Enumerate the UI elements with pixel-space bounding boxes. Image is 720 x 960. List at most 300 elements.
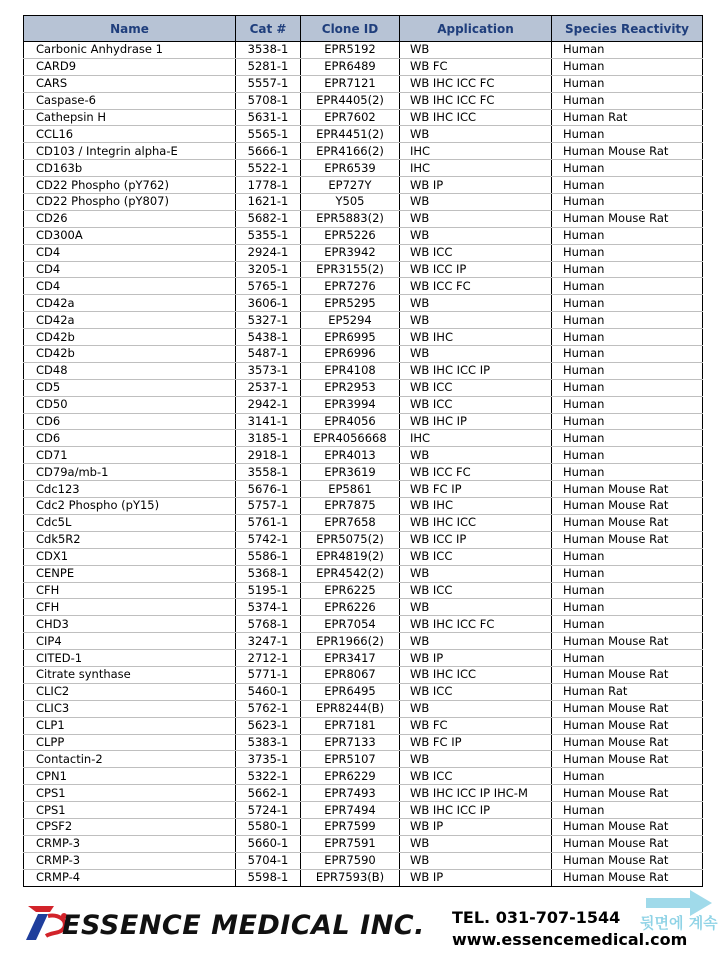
- cell-cat: 3205-1: [236, 261, 301, 278]
- cell-cat: 5662-1: [236, 785, 301, 802]
- table-row: [24, 312, 703, 329]
- cell-name: Cdc5L: [24, 514, 236, 531]
- cell-cat: 5704-1: [236, 852, 301, 869]
- cell-name: CLIC2: [24, 683, 236, 700]
- cell-name: CDX1: [24, 548, 236, 565]
- cell-clone-id: EP727Y: [301, 177, 400, 194]
- cell-clone-id: EPR7181: [301, 717, 400, 734]
- cell-clone-id: EPR7875: [301, 498, 400, 515]
- cell-clone-id: EPR5107: [301, 751, 400, 768]
- cell-name: CD4: [24, 244, 236, 261]
- cell-clone-id: EPR7133: [301, 734, 400, 751]
- cell-cat: 2942-1: [236, 396, 301, 413]
- cell-cat: 1621-1: [236, 194, 301, 211]
- cell-application: WB ICC FC: [400, 464, 552, 481]
- cell-name: CPSF2: [24, 818, 236, 835]
- cell-name: CD42a: [24, 295, 236, 312]
- cell-species: Human: [552, 346, 703, 363]
- cell-name: CD42a: [24, 312, 236, 329]
- cell-application: WB ICC: [400, 396, 552, 413]
- table-row: [24, 599, 703, 616]
- cell-name: CD71: [24, 447, 236, 464]
- cell-application: WB IHC ICC FC: [400, 616, 552, 633]
- cell-application: WB: [400, 42, 552, 59]
- table-row: [24, 413, 703, 430]
- cell-clone-id: EPR3155(2): [301, 261, 400, 278]
- cell-cat: 5676-1: [236, 481, 301, 498]
- table-row: [24, 92, 703, 109]
- cell-cat: 3573-1: [236, 362, 301, 379]
- cell-species: Human Mouse Rat: [552, 666, 703, 683]
- cell-species: Human Mouse Rat: [552, 700, 703, 717]
- cell-application: WB: [400, 852, 552, 869]
- cell-application: WB IHC ICC: [400, 514, 552, 531]
- cell-cat: 5368-1: [236, 565, 301, 582]
- cell-name: CFH: [24, 582, 236, 599]
- table-row: [24, 683, 703, 700]
- cell-species: Human Rat: [552, 109, 703, 126]
- cell-clone-id: Y505: [301, 194, 400, 211]
- table-row: [24, 700, 703, 717]
- table-row: [24, 109, 703, 126]
- cell-clone-id: EPR7121: [301, 75, 400, 92]
- cell-cat: 5586-1: [236, 548, 301, 565]
- cell-name: CD6: [24, 413, 236, 430]
- cell-name: CLP1: [24, 717, 236, 734]
- cell-clone-id: EPR4405(2): [301, 92, 400, 109]
- table-row: [24, 818, 703, 835]
- cell-application: WB: [400, 447, 552, 464]
- cell-name: CD4: [24, 278, 236, 295]
- cell-application: WB FC IP: [400, 734, 552, 751]
- table-row: [24, 768, 703, 785]
- cell-name: CLIC3: [24, 700, 236, 717]
- cell-species: Human Rat: [552, 683, 703, 700]
- cell-name: CITED-1: [24, 650, 236, 667]
- cell-name: Cdc2 Phospho (pY15): [24, 498, 236, 515]
- cell-cat: 5598-1: [236, 869, 301, 886]
- cell-clone-id: EPR7599: [301, 818, 400, 835]
- header-cat: Cat #: [236, 16, 301, 42]
- cell-name: Citrate synthase: [24, 666, 236, 683]
- cell-name: Cdc123: [24, 481, 236, 498]
- cell-application: WB FC IP: [400, 481, 552, 498]
- table-row: [24, 734, 703, 751]
- cell-cat: 5374-1: [236, 599, 301, 616]
- table-row: [24, 869, 703, 886]
- cell-clone-id: EPR4451(2): [301, 126, 400, 143]
- product-table: [23, 15, 703, 887]
- cell-clone-id: EPR6226: [301, 599, 400, 616]
- cell-cat: 5383-1: [236, 734, 301, 751]
- table-row: [24, 464, 703, 481]
- cell-application: WB IHC ICC IP IHC-M: [400, 785, 552, 802]
- cell-clone-id: EPR5192: [301, 42, 400, 59]
- cell-clone-id: EPR4108: [301, 362, 400, 379]
- website: www.essencemedical.com: [452, 930, 688, 949]
- cell-application: WB ICC: [400, 768, 552, 785]
- cell-species: Human: [552, 160, 703, 177]
- cell-species: Human: [552, 413, 703, 430]
- cell-species: Human: [552, 582, 703, 599]
- cell-species: Human: [552, 227, 703, 244]
- cell-species: Human: [552, 548, 703, 565]
- cell-clone-id: EPR8244(B): [301, 700, 400, 717]
- table-row: [24, 295, 703, 312]
- cell-name: CRMP-3: [24, 835, 236, 852]
- cell-application: WB IHC: [400, 498, 552, 515]
- cell-name: CD22 Phospho (pY762): [24, 177, 236, 194]
- table-row: [24, 802, 703, 819]
- cell-name: CARS: [24, 75, 236, 92]
- header-application: Application: [400, 16, 552, 42]
- cell-name: Carbonic Anhydrase 1: [24, 42, 236, 59]
- cell-clone-id: EPR7494: [301, 802, 400, 819]
- cell-clone-id: EPR4056: [301, 413, 400, 430]
- cell-clone-id: EPR4013: [301, 447, 400, 464]
- cell-species: Human: [552, 75, 703, 92]
- cell-clone-id: EPR6995: [301, 329, 400, 346]
- cell-clone-id: EPR8067: [301, 666, 400, 683]
- table-row: [24, 362, 703, 379]
- header-name: Name: [24, 16, 236, 42]
- cell-name: Contactin-2: [24, 751, 236, 768]
- table-row: [24, 126, 703, 143]
- table-row: [24, 633, 703, 650]
- cell-species: Human Mouse Rat: [552, 531, 703, 548]
- cell-clone-id: EPR6489: [301, 58, 400, 75]
- cell-species: Human Mouse Rat: [552, 869, 703, 886]
- cell-application: WB: [400, 312, 552, 329]
- cell-cat: 5762-1: [236, 700, 301, 717]
- cell-application: WB IHC ICC: [400, 666, 552, 683]
- cell-name: CARD9: [24, 58, 236, 75]
- cell-name: CD48: [24, 362, 236, 379]
- cell-species: Human: [552, 126, 703, 143]
- cell-cat: 5487-1: [236, 346, 301, 363]
- cell-application: WB: [400, 751, 552, 768]
- cell-species: Human Mouse Rat: [552, 210, 703, 227]
- cell-cat: 5631-1: [236, 109, 301, 126]
- cell-application: WB: [400, 835, 552, 852]
- cell-cat: 3185-1: [236, 430, 301, 447]
- cell-species: Human Mouse Rat: [552, 143, 703, 160]
- cell-clone-id: EPR6229: [301, 768, 400, 785]
- cell-cat: 5327-1: [236, 312, 301, 329]
- cell-name: Caspase-6: [24, 92, 236, 109]
- cell-cat: 5771-1: [236, 666, 301, 683]
- cell-species: Human: [552, 396, 703, 413]
- cell-clone-id: EPR5226: [301, 227, 400, 244]
- cell-species: Human: [552, 261, 703, 278]
- cell-cat: 5438-1: [236, 329, 301, 346]
- cell-clone-id: EPR7276: [301, 278, 400, 295]
- cell-application: WB FC: [400, 717, 552, 734]
- cell-application: WB: [400, 126, 552, 143]
- table-row: [24, 75, 703, 92]
- table-row: [24, 650, 703, 667]
- cell-species: Human: [552, 379, 703, 396]
- cell-clone-id: EPR6225: [301, 582, 400, 599]
- cell-clone-id: EPR1966(2): [301, 633, 400, 650]
- cell-cat: 5768-1: [236, 616, 301, 633]
- cell-application: WB IP: [400, 869, 552, 886]
- cell-application: WB IHC: [400, 329, 552, 346]
- cell-cat: 5565-1: [236, 126, 301, 143]
- cell-cat: 2924-1: [236, 244, 301, 261]
- cell-species: Human Mouse Rat: [552, 498, 703, 515]
- table-row: [24, 261, 703, 278]
- table-row: [24, 565, 703, 582]
- cell-cat: 3141-1: [236, 413, 301, 430]
- table-row: [24, 582, 703, 599]
- cell-clone-id: EPR2953: [301, 379, 400, 396]
- table-row: [24, 227, 703, 244]
- cell-name: CD79a/mb-1: [24, 464, 236, 481]
- cell-species: Human: [552, 768, 703, 785]
- cell-name: CRMP-4: [24, 869, 236, 886]
- cell-clone-id: EPR7054: [301, 616, 400, 633]
- table-row: [24, 379, 703, 396]
- cell-application: WB: [400, 633, 552, 650]
- cell-clone-id: EPR3417: [301, 650, 400, 667]
- cell-species: Human: [552, 464, 703, 481]
- cell-name: CFH: [24, 599, 236, 616]
- cell-application: WB IP: [400, 650, 552, 667]
- cell-clone-id: EPR3942: [301, 244, 400, 261]
- cell-application: WB ICC IP: [400, 531, 552, 548]
- cell-clone-id: EP5294: [301, 312, 400, 329]
- cell-application: WB IHC IP: [400, 413, 552, 430]
- company-name: ESSENCE MEDICAL INC.: [62, 910, 425, 941]
- cell-application: WB: [400, 700, 552, 717]
- cell-cat: 3606-1: [236, 295, 301, 312]
- cell-application: WB ICC: [400, 244, 552, 261]
- cell-name: CD50: [24, 396, 236, 413]
- cell-application: WB ICC: [400, 548, 552, 565]
- cell-name: CD103 / Integrin alpha-E: [24, 143, 236, 160]
- cell-name: CD42b: [24, 329, 236, 346]
- cell-clone-id: EPR7602: [301, 109, 400, 126]
- cell-clone-id: EPR6495: [301, 683, 400, 700]
- cell-clone-id: EPR4819(2): [301, 548, 400, 565]
- cell-species: Human Mouse Rat: [552, 818, 703, 835]
- cell-name: CPS1: [24, 802, 236, 819]
- cell-species: Human: [552, 58, 703, 75]
- cell-application: WB IHC ICC FC: [400, 92, 552, 109]
- table-row: [24, 143, 703, 160]
- cell-clone-id: EPR7493: [301, 785, 400, 802]
- cell-name: CIP4: [24, 633, 236, 650]
- cell-cat: 5757-1: [236, 498, 301, 515]
- table-row: [24, 177, 703, 194]
- cell-cat: 5522-1: [236, 160, 301, 177]
- cell-cat: 5580-1: [236, 818, 301, 835]
- cell-species: Human Mouse Rat: [552, 734, 703, 751]
- cell-cat: 1778-1: [236, 177, 301, 194]
- cell-species: Human Mouse Rat: [552, 481, 703, 498]
- cell-species: Human: [552, 92, 703, 109]
- cell-cat: 5724-1: [236, 802, 301, 819]
- cell-cat: 5708-1: [236, 92, 301, 109]
- cell-name: CD163b: [24, 160, 236, 177]
- cell-clone-id: EPR7593(B): [301, 869, 400, 886]
- table-row: [24, 785, 703, 802]
- header-clone-id: Clone ID: [301, 16, 400, 42]
- cell-application: IHC: [400, 160, 552, 177]
- table-row: [24, 244, 703, 261]
- cell-name: Cdk5R2: [24, 531, 236, 548]
- cell-name: CD6: [24, 430, 236, 447]
- cell-species: Human Mouse Rat: [552, 717, 703, 734]
- cell-name: CPS1: [24, 785, 236, 802]
- table-row: [24, 329, 703, 346]
- cell-application: WB: [400, 194, 552, 211]
- cell-name: CLPP: [24, 734, 236, 751]
- cell-name: CD42b: [24, 346, 236, 363]
- cell-clone-id: EPR4166(2): [301, 143, 400, 160]
- cell-cat: 2918-1: [236, 447, 301, 464]
- cell-cat: 5460-1: [236, 683, 301, 700]
- cell-species: Human: [552, 650, 703, 667]
- table-row: [24, 852, 703, 869]
- cell-clone-id: EPR4542(2): [301, 565, 400, 582]
- table-row: [24, 498, 703, 515]
- cell-species: Human: [552, 244, 703, 261]
- table-row: [24, 430, 703, 447]
- cell-application: IHC: [400, 430, 552, 447]
- cell-cat: 5195-1: [236, 582, 301, 599]
- cell-application: WB ICC: [400, 379, 552, 396]
- cell-application: WB: [400, 346, 552, 363]
- cell-cat: 5660-1: [236, 835, 301, 852]
- cell-cat: 3538-1: [236, 42, 301, 59]
- cell-cat: 2537-1: [236, 379, 301, 396]
- table-row: [24, 666, 703, 683]
- cell-clone-id: EPR7591: [301, 835, 400, 852]
- table-row: [24, 160, 703, 177]
- cell-name: CD5: [24, 379, 236, 396]
- table-row: [24, 531, 703, 548]
- table-row: [24, 396, 703, 413]
- cell-species: Human: [552, 599, 703, 616]
- cell-name: CPN1: [24, 768, 236, 785]
- cell-clone-id: EPR6996: [301, 346, 400, 363]
- table-row: [24, 194, 703, 211]
- cell-species: Human: [552, 447, 703, 464]
- cell-clone-id: EP5861: [301, 481, 400, 498]
- header-species: Species Reactivity: [552, 16, 703, 42]
- cell-species: Human: [552, 42, 703, 59]
- cell-species: Human: [552, 295, 703, 312]
- table-body: [24, 42, 703, 887]
- table-row: [24, 346, 703, 363]
- cell-species: Human: [552, 802, 703, 819]
- table-row: [24, 616, 703, 633]
- table-row: [24, 751, 703, 768]
- cell-clone-id: EPR5075(2): [301, 531, 400, 548]
- table-row: [24, 447, 703, 464]
- cell-name: Cathepsin H: [24, 109, 236, 126]
- cell-name: CD22 Phospho (pY807): [24, 194, 236, 211]
- cell-species: Human: [552, 278, 703, 295]
- cell-application: WB ICC: [400, 683, 552, 700]
- cell-application: WB ICC IP: [400, 261, 552, 278]
- footer: [0, 896, 720, 960]
- cell-species: Human: [552, 616, 703, 633]
- cell-cat: 5281-1: [236, 58, 301, 75]
- cell-cat: 5765-1: [236, 278, 301, 295]
- cell-clone-id: EPR4056668: [301, 430, 400, 447]
- cell-application: WB IHC ICC IP: [400, 802, 552, 819]
- cell-cat: 5355-1: [236, 227, 301, 244]
- cell-species: Human: [552, 194, 703, 211]
- cell-cat: 5322-1: [236, 768, 301, 785]
- cell-cat: 5623-1: [236, 717, 301, 734]
- cell-cat: 3558-1: [236, 464, 301, 481]
- table-header-row: [24, 16, 703, 42]
- cell-cat: 5557-1: [236, 75, 301, 92]
- cell-application: WB IHC ICC: [400, 109, 552, 126]
- table-row: [24, 58, 703, 75]
- cell-species: Human: [552, 312, 703, 329]
- table-row: [24, 514, 703, 531]
- cell-cat: 2712-1: [236, 650, 301, 667]
- cell-species: Human Mouse Rat: [552, 751, 703, 768]
- cell-application: WB: [400, 227, 552, 244]
- cell-species: Human Mouse Rat: [552, 835, 703, 852]
- cell-application: WB IP: [400, 177, 552, 194]
- cell-application: WB FC: [400, 58, 552, 75]
- table-row: [24, 548, 703, 565]
- cell-cat: 5666-1: [236, 143, 301, 160]
- cell-species: Human Mouse Rat: [552, 785, 703, 802]
- cell-species: Human: [552, 430, 703, 447]
- cell-application: WB: [400, 599, 552, 616]
- cell-cat: 5682-1: [236, 210, 301, 227]
- cell-application: WB IHC ICC FC: [400, 75, 552, 92]
- cell-clone-id: EPR5295: [301, 295, 400, 312]
- cell-cat: 3247-1: [236, 633, 301, 650]
- table-row: [24, 835, 703, 852]
- cell-species: Human Mouse Rat: [552, 514, 703, 531]
- cell-name: CD4: [24, 261, 236, 278]
- cell-species: Human: [552, 329, 703, 346]
- cell-species: Human Mouse Rat: [552, 633, 703, 650]
- cell-name: CRMP-3: [24, 852, 236, 869]
- cell-species: Human: [552, 177, 703, 194]
- table-row: [24, 278, 703, 295]
- cell-application: WB IP: [400, 818, 552, 835]
- cell-species: Human: [552, 362, 703, 379]
- cell-name: CCL16: [24, 126, 236, 143]
- continued-label: 뒷면에 계속: [640, 914, 718, 932]
- cell-application: WB: [400, 210, 552, 227]
- cell-clone-id: EPR3619: [301, 464, 400, 481]
- cell-application: WB: [400, 295, 552, 312]
- cell-name: CD26: [24, 210, 236, 227]
- table-row: [24, 210, 703, 227]
- cell-clone-id: EPR3994: [301, 396, 400, 413]
- telephone: TEL. 031-707-1544: [452, 908, 621, 927]
- cell-species: Human: [552, 565, 703, 582]
- cell-application: WB IHC ICC IP: [400, 362, 552, 379]
- cell-name: CHD3: [24, 616, 236, 633]
- cell-clone-id: EPR5883(2): [301, 210, 400, 227]
- cell-name: CD300A: [24, 227, 236, 244]
- cell-clone-id: EPR6539: [301, 160, 400, 177]
- cell-clone-id: EPR7658: [301, 514, 400, 531]
